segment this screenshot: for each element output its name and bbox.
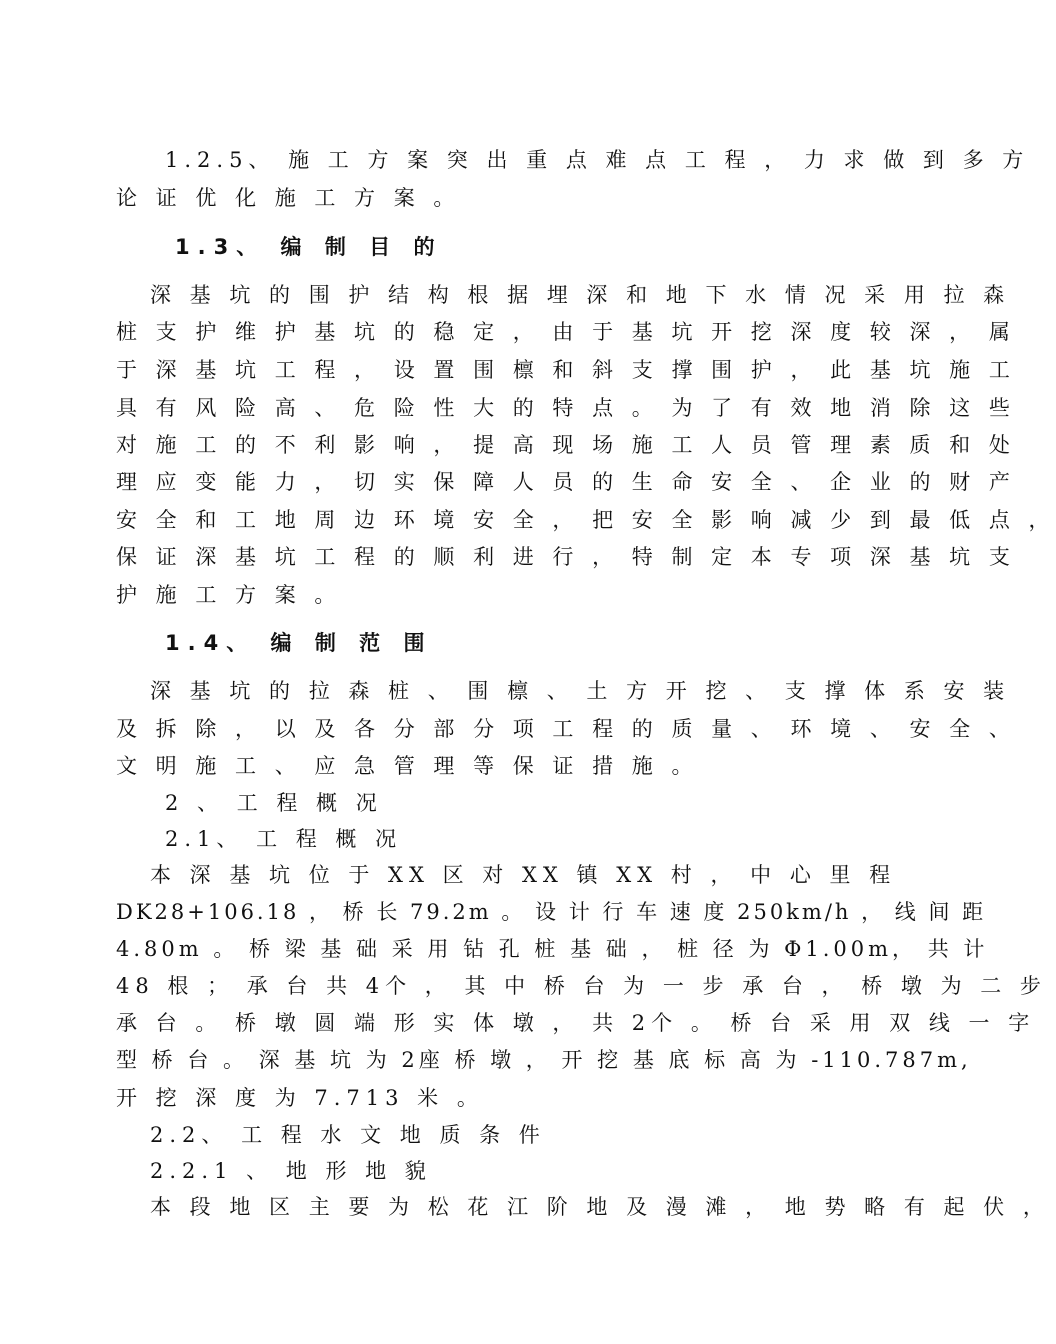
paragraph-line: 桩 支 护 维 护 基 坑 的 稳 定 ， 由 于 基 坑 开 挖 深 度 较 深 ， 属 — [116, 320, 1016, 344]
paragraph-line: 论 证 优 化 施 工 方 案 。 — [116, 186, 461, 210]
paragraph-line: 4.80m 。 桥 梁 基 础 采 用 钻 孔 桩 基 础 ， 桩 径 为 Φ1.00m， 共 计 — [116, 937, 989, 961]
paragraph-line: 对 施 工 的 不 利 影 响 ， 提 高 现 场 施 工 人 员 管 理 素 质 和 处 — [116, 433, 1016, 457]
paragraph-line: 承 台 。 桥 墩 圆 端 形 实 体 墩 ， 共 2个 。 桥 台 采 用 双 线 一 字 — [116, 1011, 1036, 1035]
paragraph-line: 文 明 施 工 、 应 急 管 理 等 保 证 措 施 。 — [116, 754, 699, 778]
paragraph-line: 护 施 工 方 案 。 — [116, 583, 342, 607]
paragraph-line: DK28+106.18 ， 桥 长 79.2m 。 设 计 行 车 速 度 250km/h ， 线 间 距 — [116, 900, 987, 924]
section-heading-2-2-1: 2.2.1 、 地 形 地 貌 — [150, 1159, 432, 1183]
paragraph-line: 本 段 地 区 主 要 为 松 花 江 阶 地 及 漫 滩 ， 地 势 略 有 起 伏 ， — [150, 1195, 1050, 1219]
section-heading-2-1: 2.1、 工 程 概 况 — [165, 827, 403, 851]
paragraph-line: 深 基 坑 的 拉 森 桩 、 围 檩 、 土 方 开 挖 、 支 撑 体 系 安 装 — [150, 679, 1011, 703]
paragraph-line: 理 应 变 能 力 ， 切 实 保 障 人 员 的 生 命 安 全 、 企 业 的 财 产 — [116, 470, 1016, 494]
paragraph-line: 安 全 和 工 地 周 边 环 境 安 全 ， 把 安 全 影 响 减 少 到 最 低 点 ， — [116, 508, 1056, 532]
paragraph-line: 型 桥 台 。 深 基 坑 为 2座 桥 墩 ， 开 挖 基 底 标 高 为 -110.787m, — [116, 1048, 972, 1072]
paragraph-line: 开 挖 深 度 为 7.713 米 。 — [116, 1086, 484, 1110]
paragraph-line: 本 深 基 坑 位 于 XX 区 对 XX 镇 XX 村 ， 中 心 里 程 — [150, 863, 897, 887]
section-heading-2: 2 、 工 程 概 况 — [165, 791, 383, 815]
paragraph-line: 保 证 深 基 坑 工 程 的 顺 利 进 行 ， 特 制 定 本 专 项 深 基 坑 支 — [116, 545, 1016, 569]
paragraph-line: 深 基 坑 的 围 护 结 构 根 据 埋 深 和 地 下 水 情 况 采 用 拉 森 — [150, 283, 1011, 307]
paragraph-line: 于 深 基 坑 工 程 ， 设 置 围 檩 和 斜 支 撑 围 护 ， 此 基 坑 施 工 — [116, 358, 1016, 382]
paragraph-line: 及 拆 除 ， 以 及 各 分 部 分 项 工 程 的 质 量 、 环 境 、 安 全 、 — [116, 717, 1016, 741]
section-heading-2-2: 2.2、 工 程 水 文 地 质 条 件 — [150, 1123, 546, 1147]
paragraph-line: 48 根 ； 承 台 共 4个 ， 其 中 桥 台 为 一 步 承 台 ， 桥 墩 为 二 步 — [116, 974, 1047, 998]
paragraph-line: 1.2.5、 施 工 方 案 突 出 重 点 难 点 工 程 ， 力 求 做 到 多 方 — [165, 148, 1030, 172]
section-heading-1-4: 1.4、 编 制 范 围 — [165, 631, 433, 655]
paragraph-line: 具 有 风 险 高 、 危 险 性 大 的 特 点 。 为 了 有 效 地 消 除 这 些 — [116, 396, 1016, 420]
section-heading-1-3: 1.3、 编 制 目 的 — [175, 235, 443, 259]
